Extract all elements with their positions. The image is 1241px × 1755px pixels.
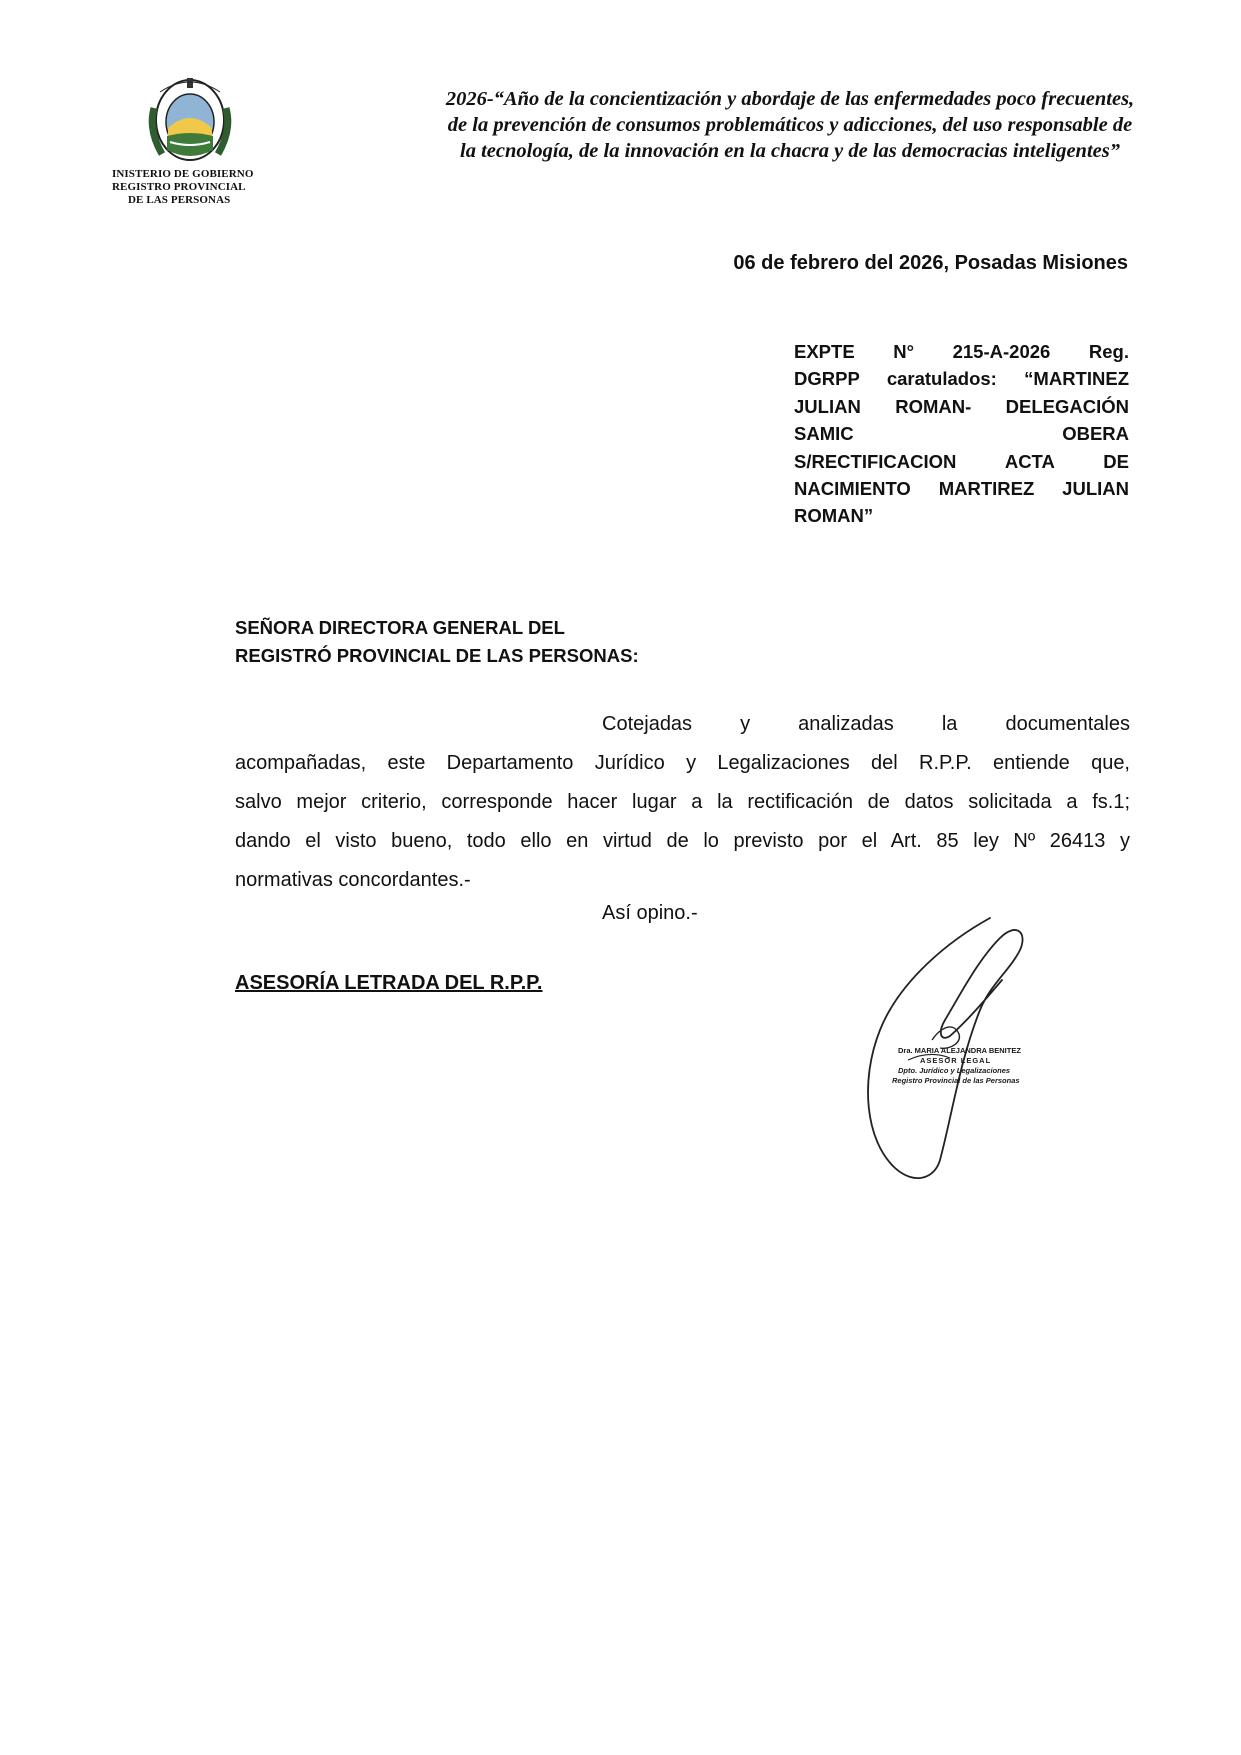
signoff-title: ASESORÍA LETRADA DEL R.P.P. (235, 972, 543, 994)
body-paragraph (235, 705, 1130, 900)
body-line: normativas concordantes.- (235, 869, 471, 891)
body-line: dando el visto bueno, todo ello en virtud de lo previsto por el Art. 85 ley Nº 26413 y (235, 830, 1130, 852)
closing-phrase: Así opino.- (602, 902, 698, 924)
expediente-reference (794, 338, 1129, 530)
expediente-line: ROMAN” (794, 505, 874, 527)
expediente-line: NACIMIENTO MARTIREZ JULIAN (794, 478, 1129, 500)
institution-line: REGISTRO PROVINCIAL (112, 181, 246, 193)
stamp-line: Dpto. Jurídico y Legalizaciones (898, 1066, 1011, 1075)
expediente-line: SAMIC OBERA (794, 423, 1129, 445)
stamp-line: ASESOR LEGAL (920, 1056, 992, 1065)
motto-line: la tecnología, de la innovación en la chacra y de las democracias inteligentes” (460, 140, 1120, 162)
stamp-line: Dra. MARIA ALEJANDRA BENITEZ (898, 1046, 1021, 1055)
addressee-line: SEÑORA DIRECTORA GENERAL DEL (235, 617, 565, 638)
body-line: salvo mejor criterio, corresponde hacer lugar a la rectificación de datos solicitada a fs.1; (235, 791, 1130, 813)
motto-line: 2026-“Año de la concientización y abordaje de las enfermedades poco frecuentes, (445, 88, 1135, 110)
expediente-line: EXPTE N° 215-A-2026 Reg. (794, 341, 1129, 362)
expediente-line: S/RECTIFICACION ACTA DE (794, 450, 1129, 472)
institution-block (112, 168, 292, 207)
body-line: acompañadas, este Departamento Jurídico y Legalizaciones del R.P.P. entiende que, (235, 752, 1130, 774)
province-seal-logo (140, 70, 240, 170)
stamp-line: Registro Provincial de las Personas (892, 1076, 1020, 1085)
expediente-line: JULIAN ROMAN- DELEGACIÓN (794, 395, 1129, 417)
expediente-line: DGRPP caratulados: “MARTINEZ (794, 368, 1129, 390)
motto-line: de la prevención de consumos problemáticos y adicciones, del uso responsable de (447, 114, 1133, 136)
institution-line: DE LAS PERSONAS (128, 194, 231, 206)
signature-stamp (892, 1046, 1058, 1086)
body-line: Cotejadas y analizadas la documentales (602, 713, 1130, 735)
date-line: 06 de febrero del 2026, Posadas Misiones (733, 252, 1128, 274)
year-motto (395, 86, 1185, 164)
addressee-line: REGISTRÓ PROVINCIAL DE LAS PERSONAS: (235, 645, 639, 666)
addressee (235, 614, 639, 670)
institution-line: INISTERIO DE GOBIERNO (112, 168, 254, 180)
